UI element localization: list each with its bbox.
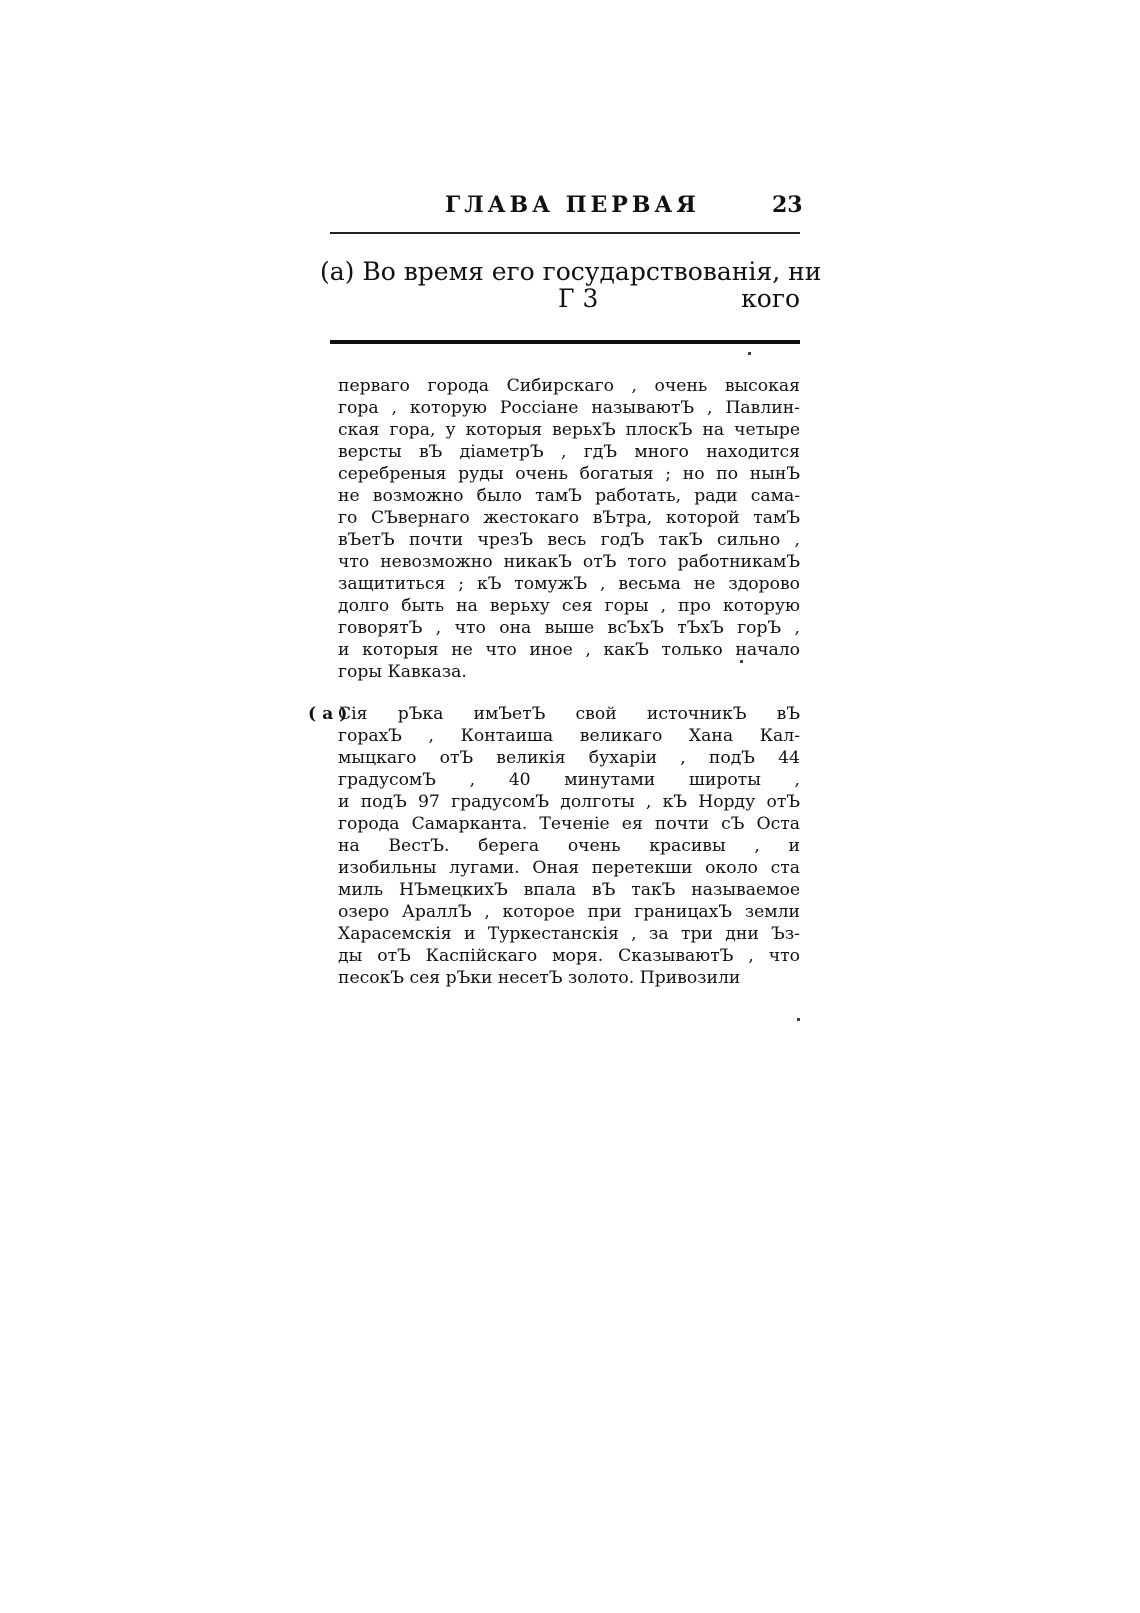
catchline-end: , ни xyxy=(772,257,822,286)
footnote-line: не возможно было тамЪ работать, ради сама- xyxy=(338,486,800,506)
footnotes xyxy=(308,375,800,989)
ink-speck xyxy=(797,1018,800,1021)
signature-mark: Г 3 xyxy=(558,284,599,313)
running-title: ГЛАВА ПЕРВАЯ xyxy=(445,192,700,218)
footnote-line: серебреныя руды очень богатыя ; но по нынЪ xyxy=(338,464,800,484)
page-number: 23 xyxy=(772,192,803,218)
footnote-line: долго быть на верьху сея горы , про которую xyxy=(338,596,800,616)
catchline-block xyxy=(320,257,822,313)
signature-row xyxy=(320,285,800,312)
header-rule xyxy=(330,232,800,234)
footnote-line: гора , которую Россіане называютЪ , Павлин- xyxy=(338,398,800,418)
footnote-line: мыцкаго отЪ великія бухаріи , подЪ 44 xyxy=(338,748,800,768)
ink-speck xyxy=(748,352,751,355)
footnote-line: ская гора, у которыя верьхЪ плоскЪ на четыре xyxy=(338,420,800,440)
footnote-line: го СЪвернаго жестокаго вЪтра, которой тамЪ xyxy=(338,508,800,528)
footnote-river xyxy=(308,703,800,989)
footnote-line: Харасемскія и Туркестанскія , за три дни Ъз- xyxy=(338,924,800,944)
footnote-line: города Самарканта. Теченіе ея почти сЪ Оста xyxy=(338,814,800,834)
footnote-line: горы Кавказа. xyxy=(338,662,467,682)
footnote-line: горахЪ , Контаиша великаго Хана Кал- xyxy=(338,726,800,746)
footnote-line: озеро АраллЪ , которое при границахЪ земли xyxy=(338,902,800,922)
footnote-line: и подЪ 97 градусомЪ долготы , кЪ Норду отЪ xyxy=(338,792,800,812)
footnote-line: версты вЪ діаметрЪ , гдЪ много находится xyxy=(338,442,800,462)
footnote-line: и которыя не что иное , какЪ только начало xyxy=(338,640,800,660)
footnote-line: говорятЪ , что она выше всЪхЪ тЪхЪ горЪ , xyxy=(338,618,800,638)
footnote-line: что невозможно никакЪ отЪ того работникамЪ xyxy=(338,552,800,572)
ink-speck xyxy=(740,660,743,663)
footnote-line: защититься ; кЪ томужЪ , весьма не здорово xyxy=(338,574,800,594)
footnote-line: ды отЪ Каспійскаго моря. СказываютЪ , что xyxy=(338,946,800,966)
footnote-line: перваго города Сибирскаго , очень высокая xyxy=(338,376,800,396)
footnote-line: изобильны лугами. Оная перетекши около ста xyxy=(338,858,800,878)
footnote-marker: ( a ) xyxy=(308,704,348,724)
footnote-rule xyxy=(330,340,800,344)
catchline-row xyxy=(320,257,822,286)
footnote-line: Сія рЪка имЪетЪ свой источникЪ вЪ xyxy=(338,704,800,724)
catchword: кого xyxy=(741,284,800,313)
catchline-text: (a) Во время его государствованія xyxy=(320,257,773,286)
footnote-line: градусомЪ , 40 минутами широты , xyxy=(338,770,800,790)
footnote-line: миль НЪмецкихЪ впала вЪ такЪ называемое xyxy=(338,880,800,900)
footnote-line: вЪетЪ почти чрезЪ весь годЪ такЪ сильно , xyxy=(338,530,800,550)
footnote-line: на ВестЪ. берега очень красивы , и xyxy=(338,836,800,856)
footnote-continued xyxy=(338,375,800,683)
footnote-line: песокЪ сея рЪки несетЪ золото. Привозили xyxy=(338,968,741,988)
